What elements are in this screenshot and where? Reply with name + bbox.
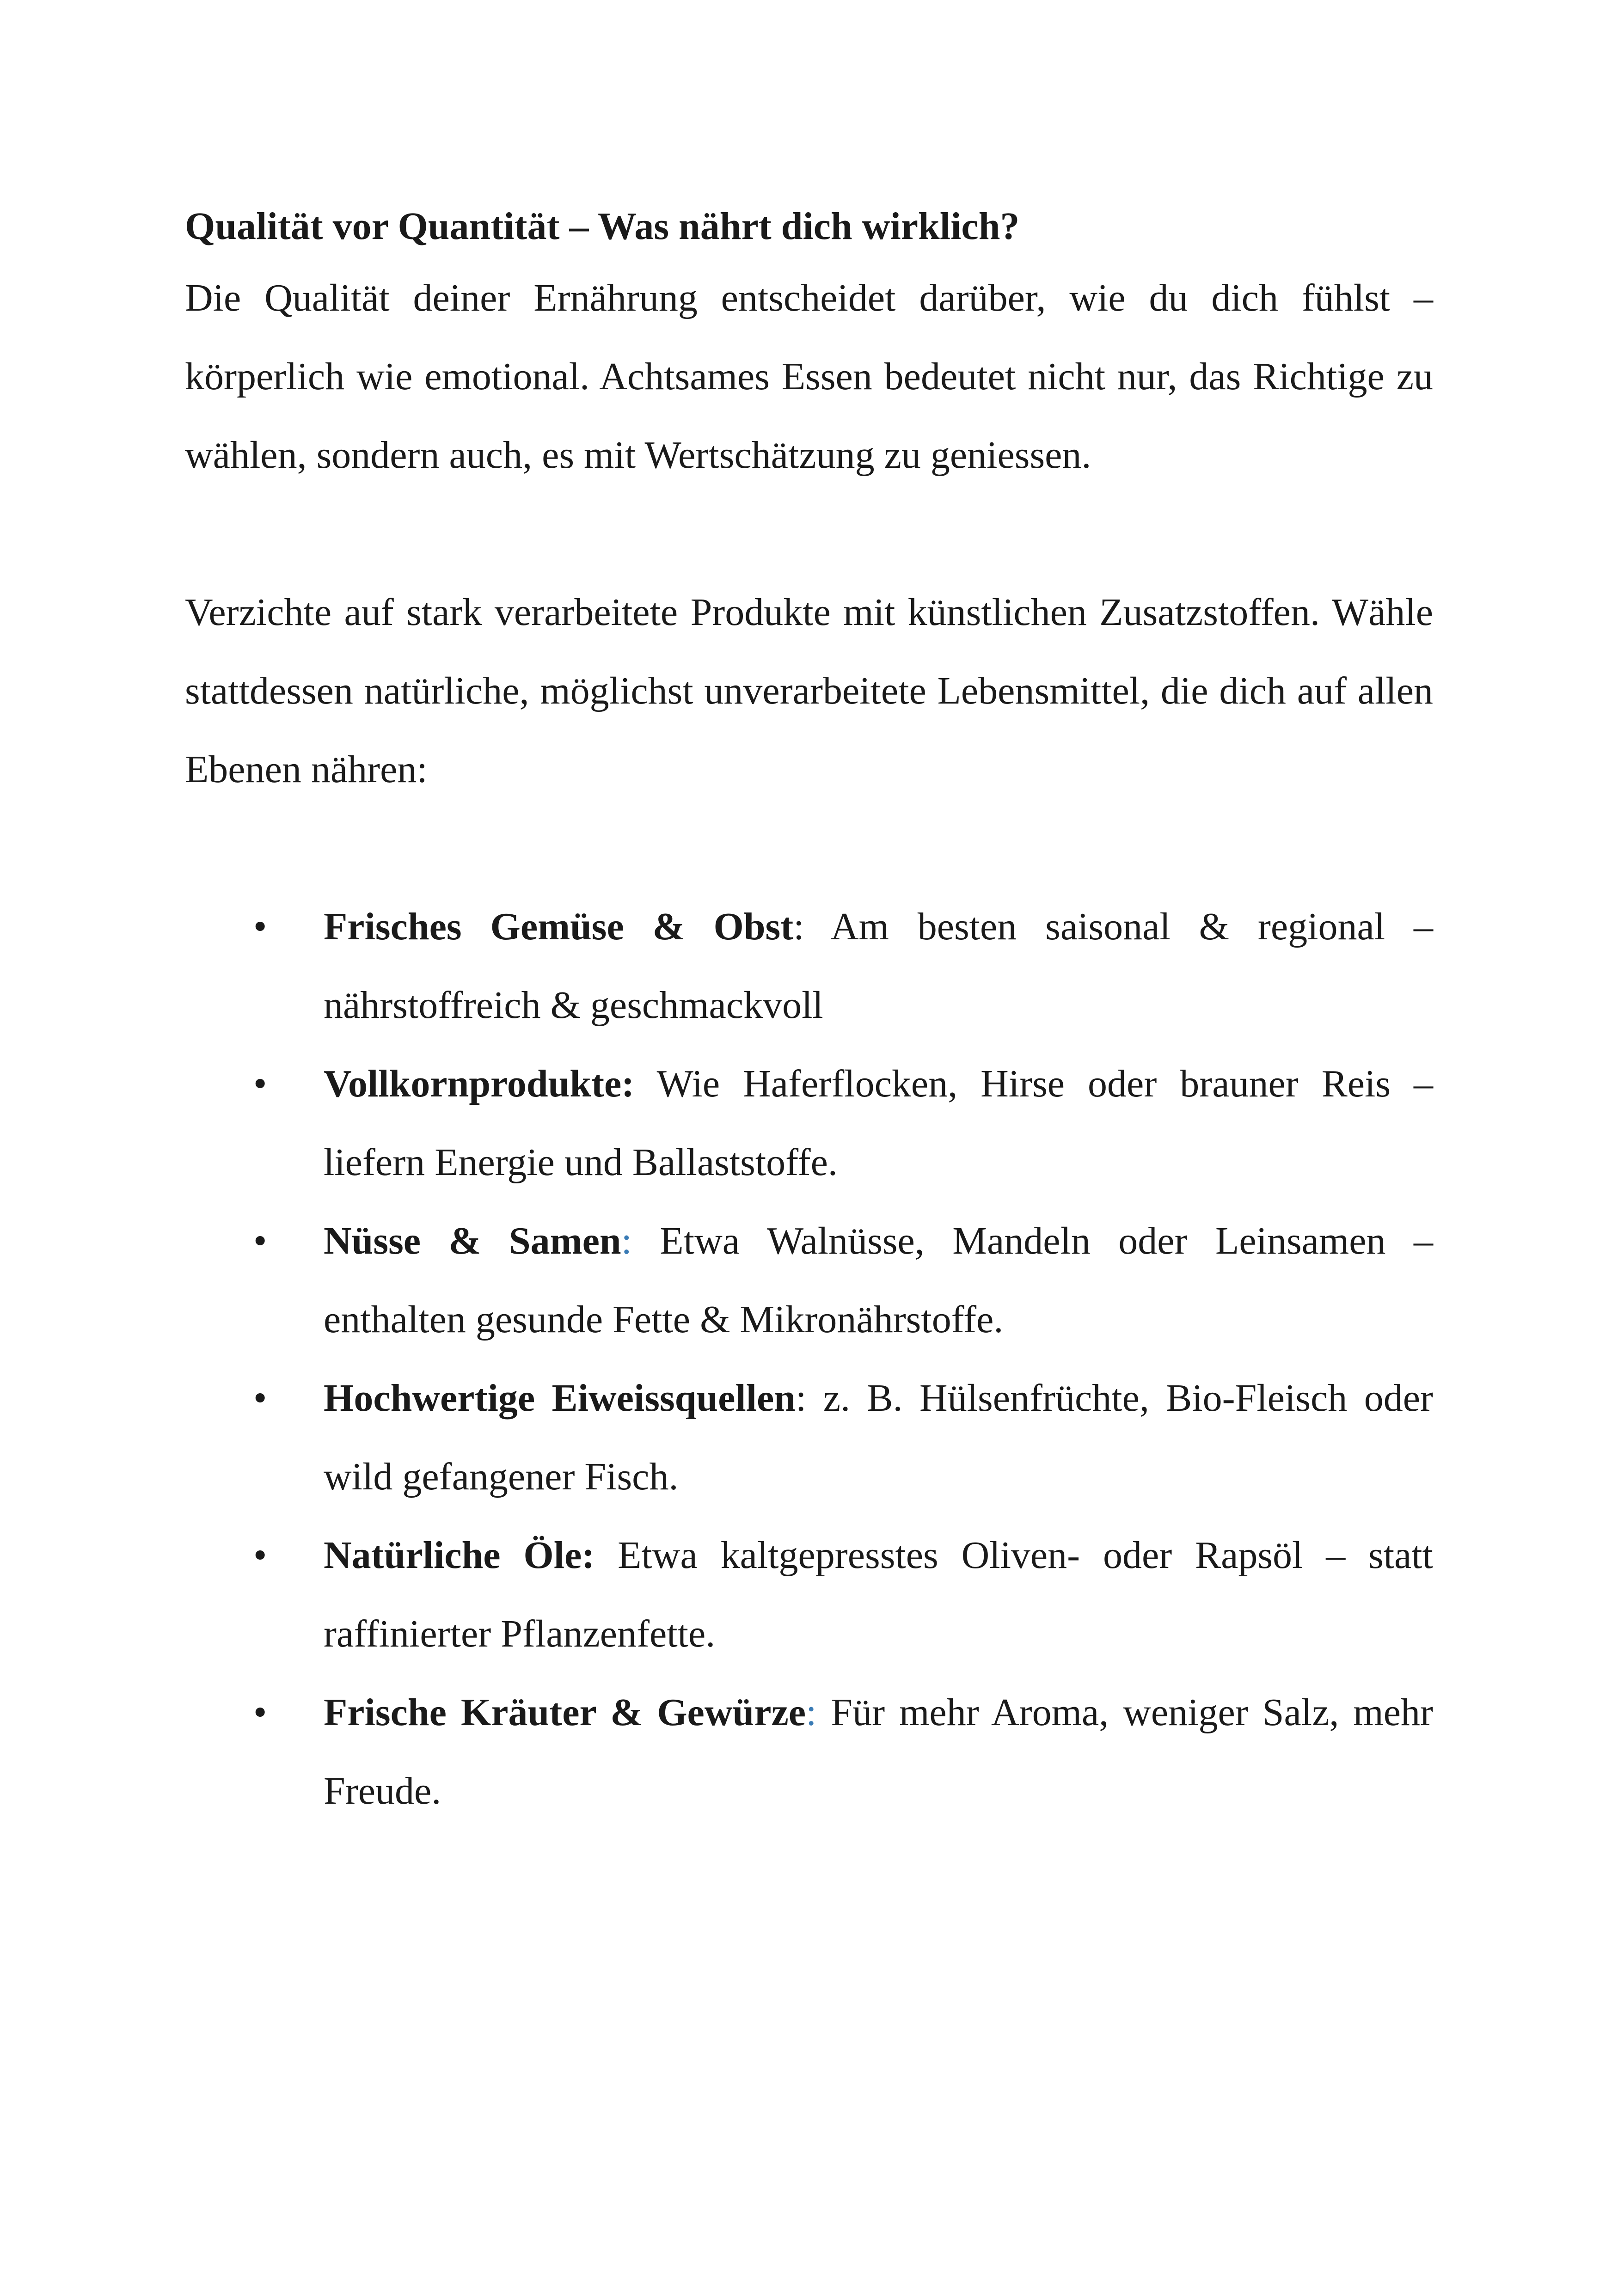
bullet-icon: • [253,1534,267,1577]
intro-paragraph: Die Qualität deiner Ernährung entscheidet darüber, wie du dich fühlst – körperlich wie emotional. Achtsames Essen bedeutet nicht nur, das Richtige zu wählen, sondern auch, es mit Wertschätzung zu geniessen. [185,276,1433,477]
item-label: Frische Kräuter & Gewürze [324,1691,806,1734]
item-label: Vollkornprodukte: [324,1062,635,1105]
bullet-icon: • [253,1219,267,1262]
list-item-vegetables-fruit [185,888,1433,1045]
list-item-nuts-seeds [185,1202,1433,1359]
item-label: Natürliche Öle: [324,1534,595,1577]
item-colon: : [796,1377,807,1420]
bullet-icon: • [253,1691,267,1734]
item-label: Hochwertige Eiweissquellen [324,1377,796,1420]
document-page [185,199,1433,1831]
item-text: Für mehr Aroma, weniger Salz, mehr Freude. [324,1691,1433,1812]
bullet-icon: • [253,1377,267,1420]
list-item-herbs-spices [185,1673,1433,1831]
item-text: Etwa kaltgepresstes Oliven- oder Rapsöl – statt raffinierter Pflanzenfette. [324,1534,1433,1655]
processed-food-paragraph: Verzichte auf stark verarbeitete Produkte mit künstlichen Zusatzstoffen. Wähle stattdessen natürliche, möglichst unverarbeitete Lebensmittel, die dich auf allen Ebenen nähren: [185,591,1433,791]
food-list [185,888,1433,1831]
item-colon: : [621,1219,632,1262]
item-text: Etwa Walnüsse, Mandeln oder Leinsamen – enthalten gesunde Fette & Mikronährstoffe. [324,1219,1434,1341]
list-item-protein [185,1359,1433,1516]
list-item-whole-grain [185,1045,1433,1202]
item-colon: : [806,1691,817,1734]
item-text: Wie Haferflocken, Hirse oder brauner Reis – liefern Energie und Ballaststoffe. [324,1062,1433,1184]
bullet-icon: • [253,1062,267,1105]
item-text: z. B. Hülsenfrüchte, Bio-Fleisch oder wild gefangener Fisch. [324,1377,1433,1498]
item-text: Am besten saisonal & regional – nährstoffreich & geschmackvoll [324,905,1433,1027]
item-colon: : [793,905,804,948]
item-label: Frisches Gemüse & Obst [324,905,794,948]
item-label: Nüsse & Samen [324,1219,621,1262]
heading: Qualität vor Quantität – Was nährt dich wirklich? [185,205,1020,248]
list-item-oils [185,1516,1433,1673]
bullet-icon: • [253,905,267,948]
